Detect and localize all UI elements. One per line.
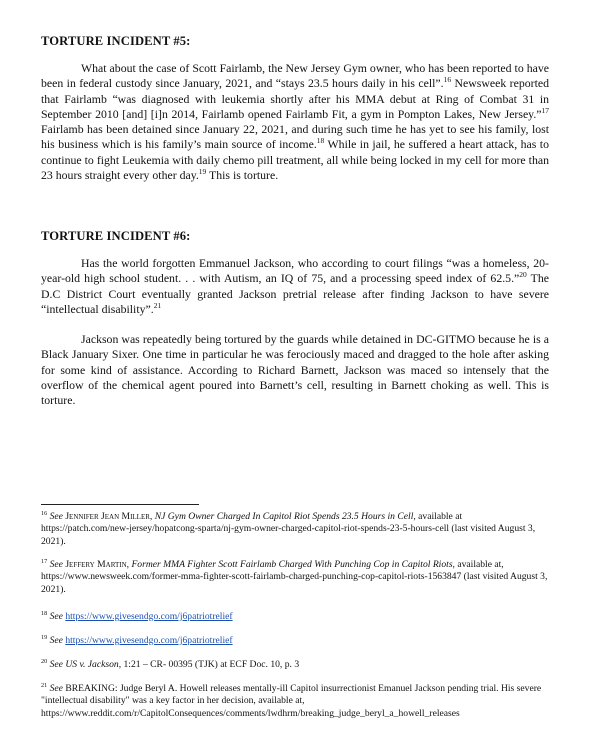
footnote-ref-16[interactable]: 16 (443, 75, 452, 85)
footnote-17: $^{17}$ See Jeffery Martin, Former MMA Fighter Scott Fairlamb Charged With Punching Cop in Capitol Riots, available at, https://www.newsweek.com/former-mma-fighter-scott-fairlamb-charged-punching-cop-capitol-riots-1563847 (last visited August 3, 2021). (41, 557, 548, 595)
paragraph-text: The D.C District Court eventually granted Jackson pretrial release after finding Jackson to have severe “intellectual disability”. (41, 271, 549, 316)
footnote-number: 19 (41, 633, 48, 641)
footnote-ref-19[interactable]: 19 (198, 167, 207, 177)
footnote-ref-21[interactable]: 21 (153, 300, 162, 310)
footnote-number: 18 (41, 609, 48, 617)
footnote-16: $^{16}$ See Jennifer Jean Miller, NJ Gym Owner Charged In Capitol Riot Spends 23.5 Hours in Cell, available at https://patch.com/new-jersey/hopatcong-sparta/nj-gym-owner-charged-capitol-riot-spends-23-5-hours-cell (last visited August 3, 2021). (41, 509, 536, 547)
signal-see: See (49, 611, 63, 622)
signal-see: See (49, 511, 63, 522)
incident-6-paragraph-2 (41, 332, 549, 408)
paragraph-text: This is torture. (206, 168, 279, 183)
paragraph-text: Jackson was repeatedly being tortured by the guards while detained in DC-GITMO because he is a Black January Sixer. One time in particular he was ferociously maced and dragged to the hole after asking for some kind of assistance. According to Richard Barnett, Jackson was maced so intensely that the overflow of the chemical agent poured into Barnett’s cell, resulting in Barnett choking as well. This is torture. (41, 332, 549, 408)
case-name: US v. Jackson (65, 659, 119, 670)
footnote-19 (41, 635, 551, 647)
footnote-text: , available at, https://www.newsweek.com/former-mma-fighter-scott-fairlamb-charged-punching-cop-capitol-riots-1563847 (last visited August 3, 2021). (41, 559, 548, 595)
paragraph-text: Newsweek reported that Fairlamb “was diagnosed with leukemia shortly after his MMA debut at Ring of Combat 31 in September 2010 [and] [i]n 2014, Fairlamb opened Fairlamb Fit, a gym in Pompton Lakes, New Jersey.” (41, 76, 549, 121)
footnote-number: 20 (41, 657, 48, 665)
footnote-author: Jennifer Jean Miller (65, 511, 150, 522)
footnote-text: BREAKING: Judge Beryl A. Howell releases mentally-ill Capitol insurrectionist Emanuel Jackson pending trial. His severe "intellectual disability" was a key factor in her decision, available at, https://www.reddit.com/r/CapitolConsequences/comments/lwdhrm/breaking_judge_beryl_a_howell_releases (41, 683, 542, 719)
paragraph-text: What about the case of Scott Fairlamb, the New Jersey Gym owner, who has been reported to have been in federal custody since January, 2021, and “stays 23.5 hours daily in his cell”. (41, 61, 549, 91)
footnote-number: 16 (41, 509, 48, 517)
footnote-title: Former MMA Fighter Scott Fairlamb Charged With Punching Cop in Capitol Riots (131, 559, 453, 570)
signal-see: See (49, 659, 63, 670)
footnote-title: NJ Gym Owner Charged In Capitol Riot Spends 23.5 Hours in Cell (154, 511, 414, 522)
footnote-20 (41, 659, 551, 671)
footnote-author: Jeffery Martin (65, 559, 127, 570)
signal-see: See (49, 683, 63, 694)
paragraph-text: Has the world forgotten Emmanuel Jackson, who according to court filings “was a homeless, 20-year-old high school student. . . with Autism, an IQ of 75, and a processing speed index of 62.5.” (41, 256, 549, 286)
footnote-number: 17 (41, 557, 48, 565)
incident-6-paragraph-1 (41, 256, 549, 317)
footnote-text: , available at https://patch.com/new-jersey/hopatcong-sparta/nj-gym-owner-charged-capitol-riot-spends-23-5-hours-cell (last visited August 3, 2021). (41, 511, 536, 547)
footnote-ref-20[interactable]: 20 (519, 270, 527, 280)
footnote-link[interactable]: https://www.givesendgo.com/j6patriotrelief (65, 611, 233, 622)
signal-see: See (49, 559, 63, 570)
footnote-number: 21 (41, 681, 48, 689)
paragraph-text: While in jail, he suffered a heart attack, has to continue to fight Leukemia with daily chemo pill treatment, all while being locked in my cell for more than 23 hours straight every other day. (41, 137, 549, 183)
footnote-text: , 1:21 – CR- 00395 (TJK) at ECF Doc. 10, p. 3 (118, 659, 300, 670)
footnote-link[interactable]: https://www.givesendgo.com/j6patriotrelief (65, 635, 233, 646)
footnote-divider (41, 504, 199, 505)
incident-6-heading: TORTURE INCIDENT #6: (41, 229, 191, 243)
paragraph-text: Fairlamb has been detained since January 22, 2021, and during such time he has yet to see his family, lost his business which is his family’s main source of income. (41, 122, 549, 152)
incident-5-paragraph (41, 61, 549, 183)
footnote-ref-18[interactable]: 18 (316, 136, 325, 146)
incident-5-heading: TORTURE INCIDENT #5: (41, 34, 191, 48)
footnote-21 (41, 683, 551, 720)
footnote-18 (41, 611, 551, 623)
signal-see: See (49, 635, 63, 646)
footnote-ref-17[interactable]: 17 (541, 105, 549, 115)
